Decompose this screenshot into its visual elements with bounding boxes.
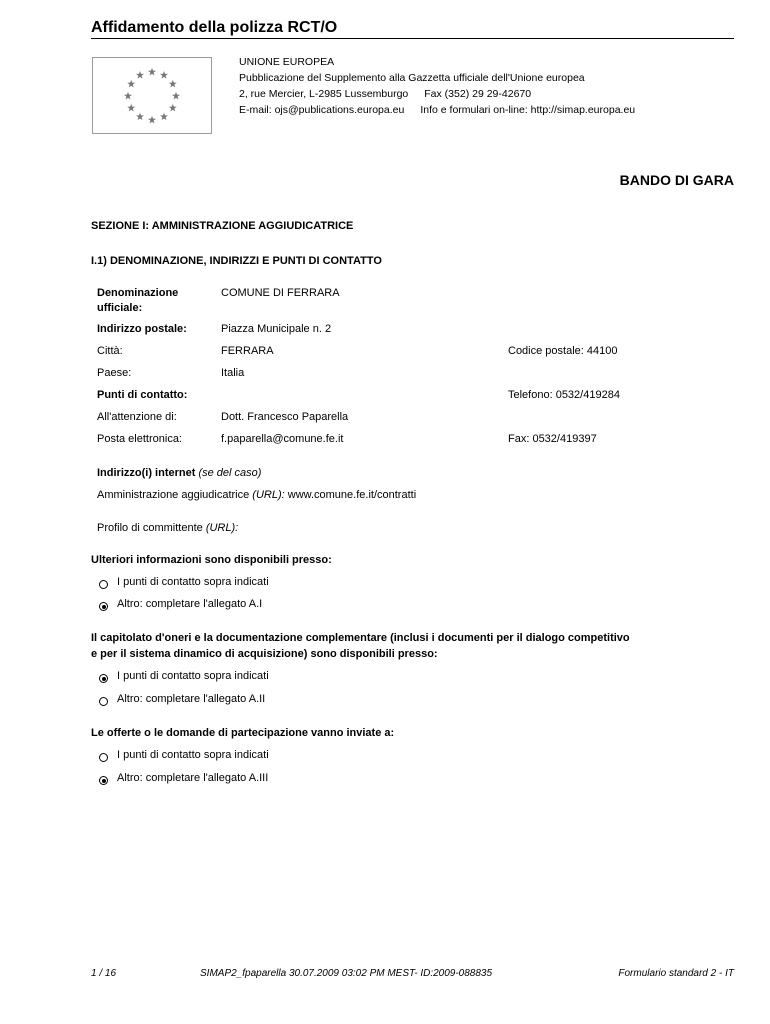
profilo-label: Profilo di committente xyxy=(97,522,203,534)
posta-label: Posta elettronica: xyxy=(97,433,182,445)
star-icon xyxy=(136,71,144,79)
fax-value: Fax: 0532/419397 xyxy=(508,433,597,445)
star-icon xyxy=(160,71,168,79)
indirizzo-value: Piazza Municipale n. 2 xyxy=(221,323,332,335)
paese-label: Paese: xyxy=(97,367,132,379)
section-heading: SEZIONE I: AMMINISTRAZIONE AGGIUDICATRICE xyxy=(91,220,354,232)
publisher-info: Info e formulari on-line: http://simap.europa.eu xyxy=(420,104,636,116)
radio-ulteriori-altro[interactable] xyxy=(99,602,108,611)
star-icon xyxy=(172,92,180,100)
star-icon xyxy=(124,92,132,100)
star-icon xyxy=(169,80,177,88)
publisher-email: E-mail: ojs@publications.europa.eu xyxy=(239,104,405,116)
posta-value: f.paparella@comune.fe.it xyxy=(221,433,344,445)
publisher-fax: Fax (352) 29 29-42670 xyxy=(424,88,532,100)
denominazione-value: COMUNE DI FERRARA xyxy=(221,287,340,299)
radio-capitolato-punti-contatto[interactable] xyxy=(99,674,108,683)
internet-label-note: (se del caso) xyxy=(198,467,262,479)
star-icon xyxy=(127,80,135,88)
denominazione-label-2: ufficiale: xyxy=(97,302,143,314)
question-capitolato-line-2: e per il sistema dinamico di acquisizione) sono disponibili presso: xyxy=(91,648,438,660)
document-id: SIMAP2_fpaparella 30.07.2009 03:02 PM MEST- ID:2009-088835 xyxy=(200,968,493,979)
publisher-contact-row xyxy=(239,104,635,116)
amministrazione-label: Amministrazione aggiudicatrice xyxy=(97,489,250,501)
radio-ulteriori-punti-contatto[interactable] xyxy=(99,580,108,589)
publisher-address: 2, rue Mercier, L-2985 Lussemburgo xyxy=(239,88,409,100)
indirizzo-label: Indirizzo postale: xyxy=(97,323,187,335)
amministrazione-url-note: (URL): xyxy=(252,489,285,501)
publisher-address-row xyxy=(239,88,531,100)
option-label: Altro: completare l'allegato A.III xyxy=(117,772,269,784)
question-offerte: Le offerte o le domande di partecipazione vanno inviate a: xyxy=(91,727,395,739)
question-capitolato-line-1: Il capitolato d'oneri e la documentazione complementare (inclusi i documenti per il dialogo competitivo xyxy=(91,632,630,644)
star-icon xyxy=(148,116,156,124)
amministrazione-url: www.comune.fe.it/contratti xyxy=(287,489,417,501)
star-icon xyxy=(160,113,168,121)
radio-capitolato-altro[interactable] xyxy=(99,697,108,706)
option-label: I punti di contatto sopra indicati xyxy=(117,749,269,761)
option-label: I punti di contatto sopra indicati xyxy=(117,670,269,682)
publisher-line: Pubblicazione del Supplemento alla Gazzetta ufficiale dell'Unione europea xyxy=(239,72,585,84)
attenzione-value: Dott. Francesco Paparella xyxy=(221,411,349,423)
radio-offerte-altro[interactable] xyxy=(99,776,108,785)
subsection-heading: I.1) DENOMINAZIONE, INDIRIZZI E PUNTI DI CONTATTO xyxy=(91,255,382,267)
notice-type-heading: BANDO DI GARA xyxy=(619,172,734,188)
form-name: Formulario standard 2 - IT xyxy=(618,968,734,979)
title-divider xyxy=(91,38,734,39)
star-icon xyxy=(127,104,135,112)
document-title: Affidamento della polizza RCT/O xyxy=(91,19,338,36)
internet-label: Indirizzo(i) internet xyxy=(97,467,196,479)
amministrazione-url-row xyxy=(97,489,416,501)
question-ulteriori-info: Ulteriori informazioni sono disponibili presso: xyxy=(91,554,332,566)
denominazione-label-1: Denominazione xyxy=(97,287,179,299)
punti-contatto-label: Punti di contatto: xyxy=(97,389,188,401)
citta-label: Città: xyxy=(97,345,123,357)
option-label: I punti di contatto sopra indicati xyxy=(117,576,269,588)
star-icon xyxy=(169,104,177,112)
paese-value: Italia xyxy=(221,367,245,379)
star-icon xyxy=(148,68,156,76)
publisher-name: UNIONE EUROPEA xyxy=(239,56,335,68)
option-label: Altro: completare l'allegato A.II xyxy=(117,693,266,705)
internet-label-row xyxy=(97,467,261,479)
eu-flag-logo xyxy=(92,57,212,134)
page-number: 1 / 16 xyxy=(91,968,117,979)
telefono-value: Telefono: 0532/419284 xyxy=(508,389,620,401)
eu-stars-icon xyxy=(93,58,211,133)
attenzione-label: All'attenzione di: xyxy=(97,411,177,423)
citta-value: FERRARA xyxy=(221,345,274,357)
option-label: Altro: completare l'allegato A.I xyxy=(117,598,263,610)
profilo-url-note: (URL): xyxy=(205,522,239,534)
profilo-committente-row xyxy=(97,522,238,534)
codice-postale: Codice postale: 44100 xyxy=(508,345,618,357)
radio-offerte-punti-contatto[interactable] xyxy=(99,753,108,762)
star-icon xyxy=(136,113,144,121)
